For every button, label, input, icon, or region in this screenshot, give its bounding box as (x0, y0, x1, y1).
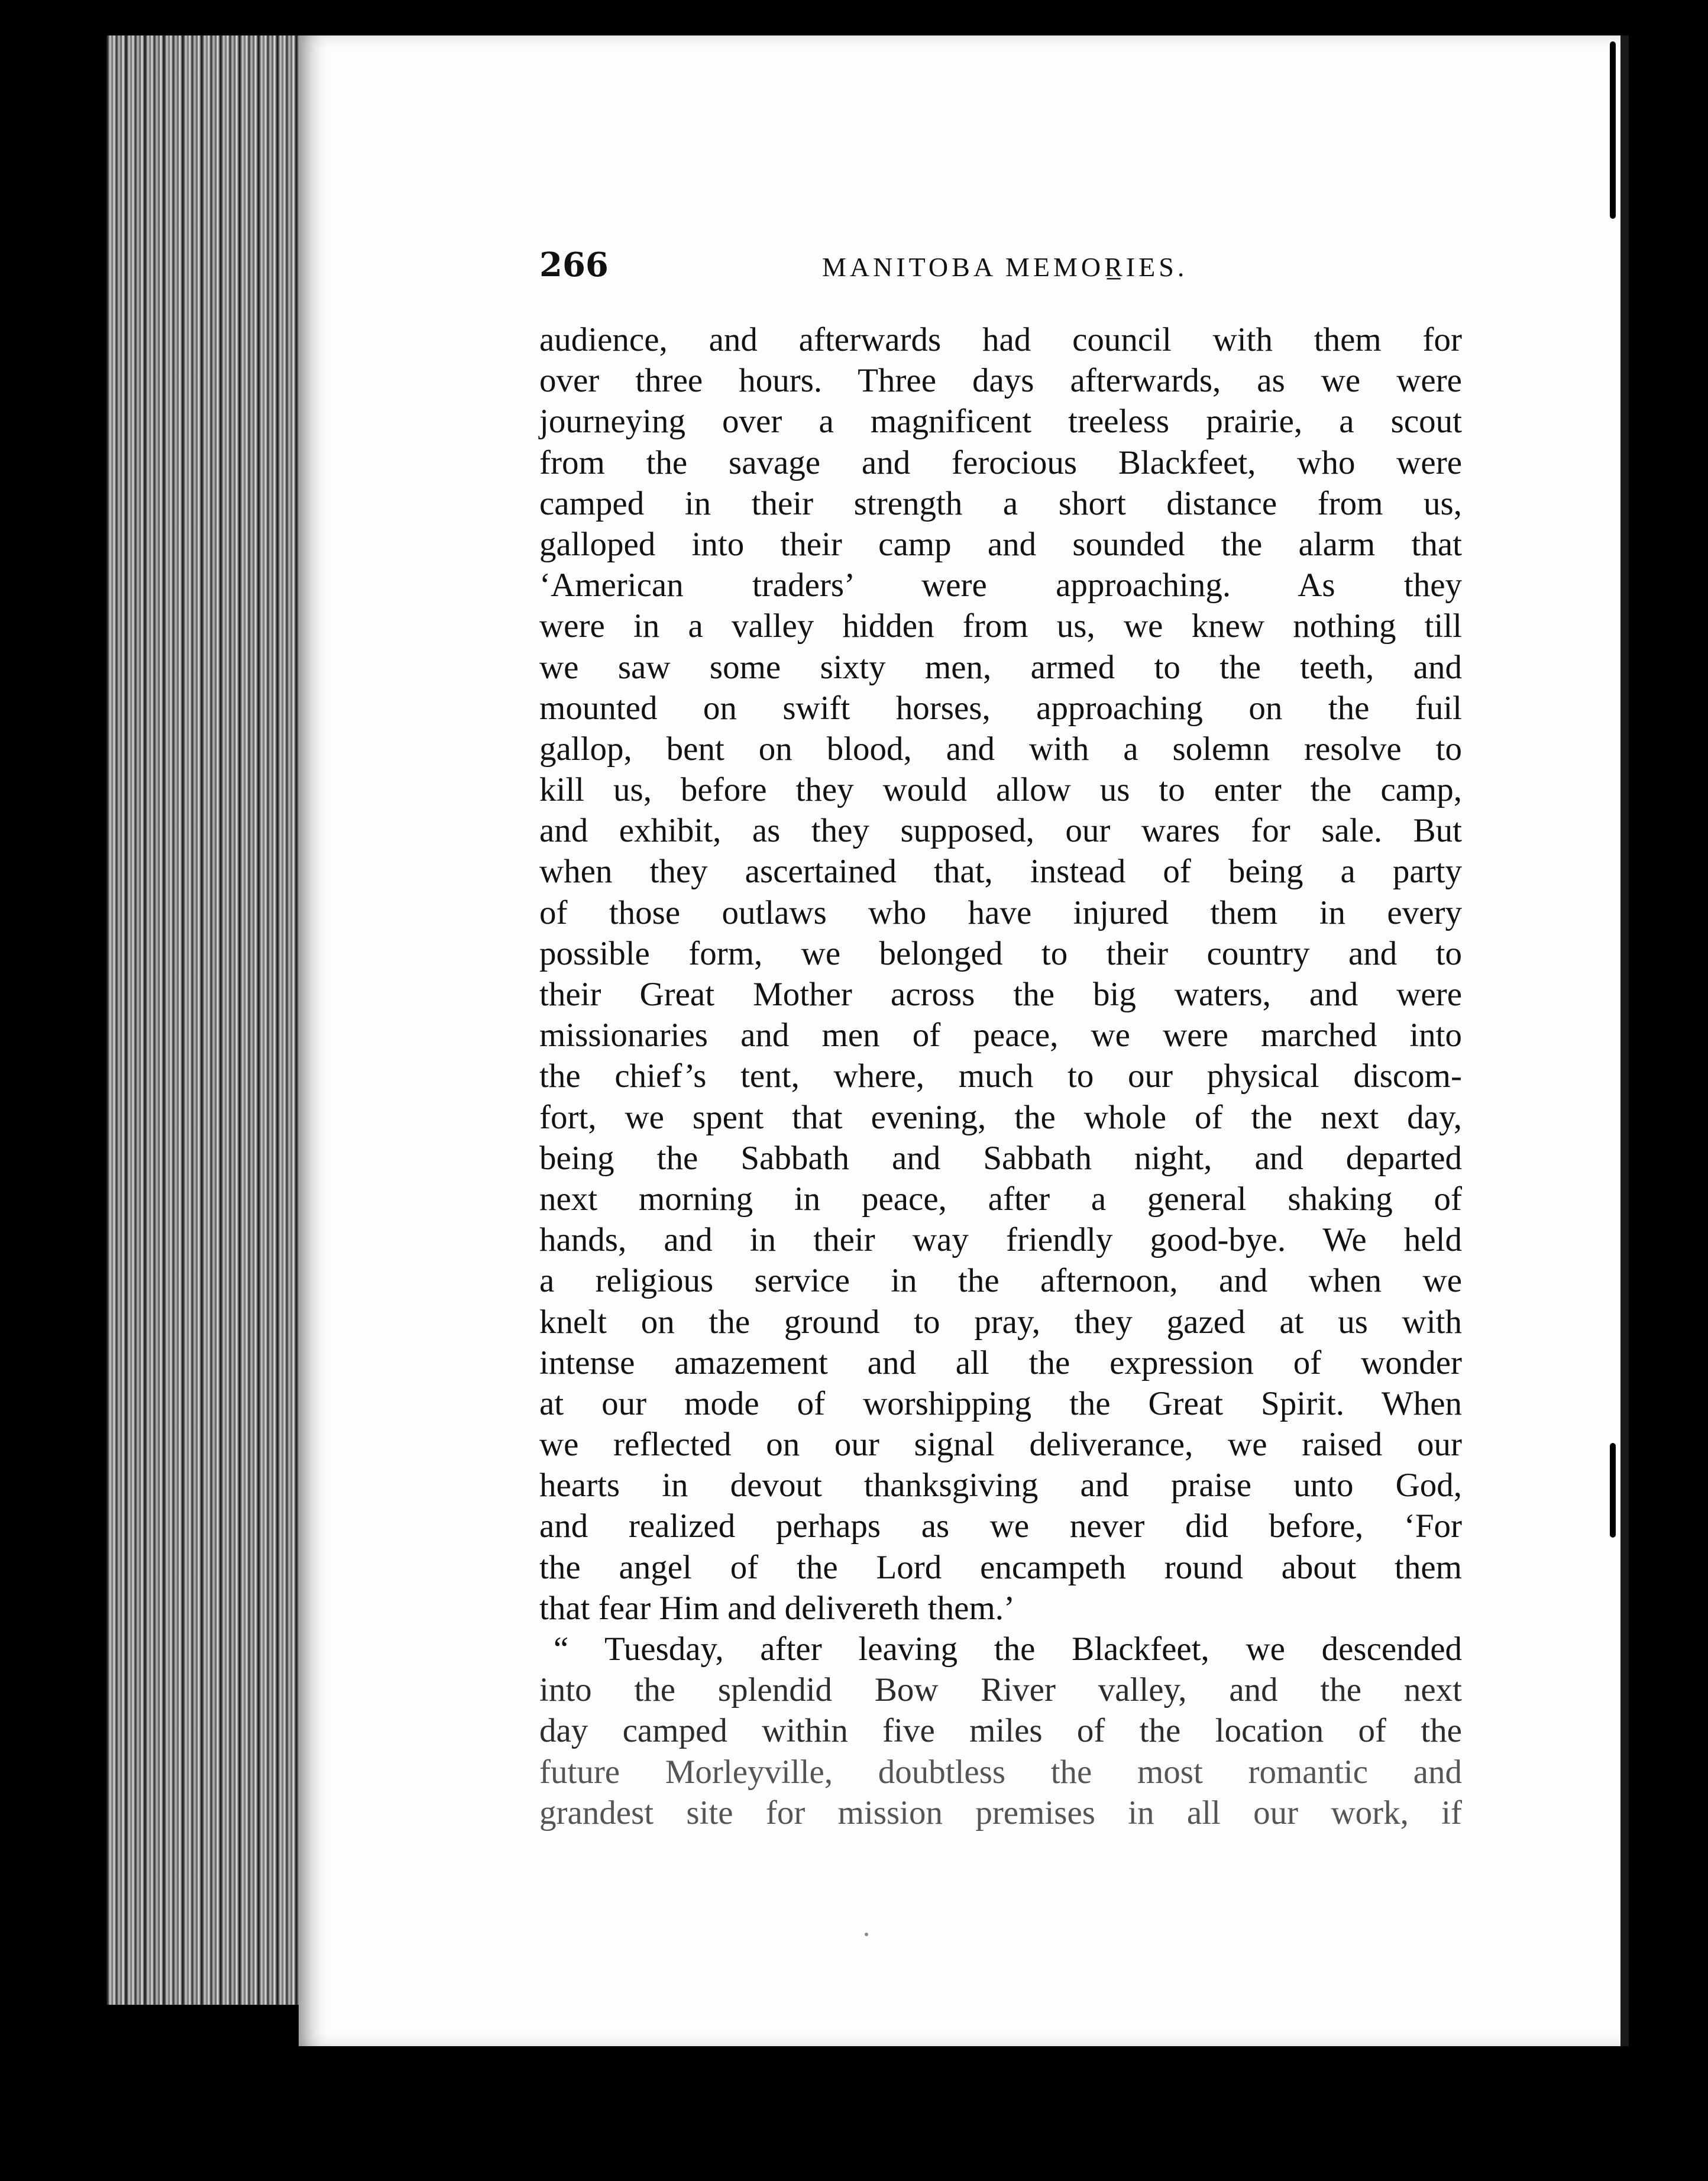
running-head (539, 245, 1480, 293)
body-text (539, 319, 1462, 1833)
running-head-title: MANITOBA MEMOR̲IES. (822, 252, 1188, 282)
edge-mark (1610, 41, 1616, 219)
text-line: mounted on swift horses, approaching on the fuil (539, 689, 1462, 727)
text-line: missionaries and men of peace, we were marched into (539, 1017, 1462, 1054)
text-line: audience, and afterwards had council with them for (539, 321, 1462, 358)
text-line: fort, we spent that evening, the whole of the next day, (539, 1098, 1462, 1136)
text-line: knelt on the ground to pray, they gazed at us with (539, 1303, 1462, 1341)
text-line: grandest site for mission premises in all our work, if (539, 1794, 1462, 1831)
text-line: camped in their strength a short distance from us, (539, 484, 1462, 522)
text-line: the angel of the Lord encampeth round about them (539, 1548, 1462, 1586)
text-line: hearts in devout thanksgiving and praise unto God, (539, 1467, 1462, 1504)
edge-mark (1610, 1443, 1616, 1538)
text-line: galloped into their camp and sounded the alarm that (539, 525, 1462, 563)
text-line: and exhibit, as they supposed, our wares for sale. But (539, 812, 1462, 850)
text-line: day camped within five miles of the location of the (539, 1712, 1462, 1750)
text-line: kill us, before they would allow us to enter the camp, (539, 771, 1462, 809)
paragraph-end-line: that fear Him and delivereth them.’ (539, 1589, 1015, 1627)
text-line: over three hours. Three days afterwards, as we were (539, 362, 1462, 400)
paragraph-start-line: “ Tuesday, after leaving the Blackfeet, we descended (554, 1630, 1462, 1668)
text-line: from the savage and ferocious Blackfeet, who were (539, 444, 1462, 481)
text-line: a religious service in the afternoon, and when we (539, 1262, 1462, 1300)
text-line: we saw some sixty men, armed to the teeth, and (539, 648, 1462, 686)
text-line: next morning in peace, after a general shaking of (539, 1180, 1462, 1218)
text-line: intense amazement and all the expression of wonder (539, 1344, 1462, 1381)
page-edges-stack (106, 35, 308, 2005)
scan-bottom-margin (260, 2052, 1703, 2181)
text-line: journeying over a magnificent treeless prairie, a scout (539, 403, 1462, 441)
text-line: the chief’s tent, where, much to our physical discom- (539, 1057, 1462, 1095)
text-line: future Morleyville, doubtless the most romantic and (539, 1753, 1462, 1791)
text-line: when they ascertained that, instead of being a party (539, 853, 1462, 891)
dust-speck (865, 1933, 868, 1936)
text-line: possible form, we belonged to their country and to (539, 934, 1462, 972)
text-line: their Great Mother across the big waters, and were (539, 976, 1462, 1013)
text-line: at our mode of worshipping the Great Spirit. When (539, 1384, 1462, 1422)
text-line: gallop, bent on blood, and with a solemn resolve to (539, 730, 1462, 768)
text-line: being the Sabbath and Sabbath night, and departed (539, 1139, 1462, 1177)
text-line: into the splendid Bow River valley, and the next (539, 1671, 1462, 1709)
page-right-edge (1620, 35, 1629, 2046)
text-line: we reflected on our signal deliverance, we raised our (539, 1426, 1462, 1464)
page-number: 266 (539, 245, 609, 284)
text-line: hands, and in their way friendly good-bye. We held (539, 1221, 1462, 1259)
text-line: ‘American traders’ were approaching. As they (539, 567, 1462, 604)
text-line: were in a valley hidden from us, we knew nothing till (539, 607, 1462, 645)
text-line: and realized perhaps as we never did before, ‘For (539, 1507, 1462, 1545)
text-line: of those outlaws who have injured them in every (539, 894, 1462, 931)
